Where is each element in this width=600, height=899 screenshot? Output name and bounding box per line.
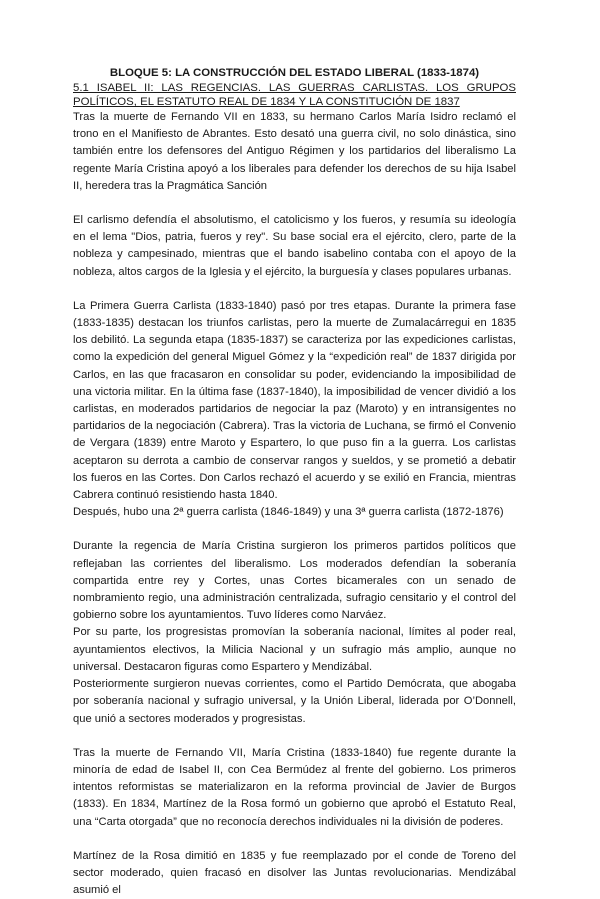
section-subtitle: 5.1 ISABEL II: LAS REGENCIAS. LAS GUERRAS CARLISTAS. LOS GRUPOS POLÍTICOS, EL ESTATUTO REAL DE 1834 Y LA CONSTITUCIÓN DE 1837 [73,82,516,108]
paragraph-new-parties: Posteriormente surgieron nuevas corrientes, como el Partido Demócrata, que abogaba por soberanía nacional y sufragio universal, y la Unión Liberal, liderada por O’Donnell, que unió a sectores moderados y progresistas. [73,678,516,725]
paragraph-spacer [73,831,516,848]
paragraph-first-carlist-war: La Primera Guerra Carlista (1833-1840) pasó por tres etapas. Durante la primera fase (1833-1835) destacan los triunfos carlistas, pero la muerte de Zumalacárregui en 1835 los debilitó. La segunda etapa (1835-1837) se caracteriza por las expediciones carlistas, como la expedición del general Miguel Gómez y la “expedición real” de 1837 dirigida por Carlos, en las que fracasaron en consolidar su poder, evidenciando la imposibilidad de una victoria militar. En la última fase (1837-1840), la imposibilidad de vencer dividió a los carlistas, en moderados partidarios de negociar la paz (Maroto) y en intransigentes no partidarios de la negociación (Cabrera). Tras la victoria de Luchana, se firmó el Convenio de Vergara (1839) entre Maroto y Espartero, lo que puso fin a la guerra. Los carlistas aceptaron su derrota a cambio de conservar rangos y sueldos, y se prometió a debatir los fueros en las Cortes. Don Carlos rechazó el acuerdo y se exilió en Francia, mientras Cabrera continuó resistiendo hasta 1840. [73,299,516,502]
paragraph-spacer [73,281,516,298]
paragraph-moderados: Durante la regencia de María Cristina surgieron los primeros partidos políticos que reflejaban las corrientes del liberalismo. Los moderados defendían la soberanía compartida entre rey y Cortes, unas Cortes bicamerales con un senado de nombramiento regio, una administración centralizada, sufragio censitario y el control del gobierno sobre los ayuntamientos. Tuvo líderes como Narváez. [73,540,516,622]
paragraph-progresistas: Por su parte, los progresistas promovían la soberanía nacional, límites al poder real, ayuntamientos electivos, la Milicia Nacional y un sufragio más amplio, aunque no universal. Destacaron figuras como Espartero y Mendizábal. [73,626,516,673]
paragraph-carlism: El carlismo defendía el absolutismo, el catolicismo y los fueros, y resumía su ideología en el lema "Dios, patria, fueros y rey". Su base social era el ejército, clero, parte de la nobleza y campesinado, mientras que el bando isabelino contaba con el apoyo de la nobleza, altos cargos de la Iglesia y el ejército, la burguesía y clases populares urbanas. [73,214,516,278]
paragraph-spacer [73,728,516,745]
paragraph-spacer [73,521,516,538]
paragraph-spacer [73,195,516,212]
paragraph-regency: Tras la muerte de Fernando VII, María Cristina (1833-1840) fue regente durante la minoría de edad de Isabel II, con Cea Bermúdez al frente del gobierno. Los primeros intentos reformistas se materializaron en la reforma provincial de Javier de Burgos (1833). En 1834, Martínez de la Rosa formó un gobierno que aprobó el Estatuto Real, una “Carta otorgada” que no reconocía derechos individuales ni la división de poderes. [73,746,516,828]
document-title: BLOQUE 5: LA CONSTRUCCIÓN DEL ESTADO LIBERAL (1833-1874) [109,67,480,79]
paragraph-succession: Tras la muerte de Fernando VII en 1833, su hermano Carlos María Isidro reclamó el trono en el Manifiesto de Abrantes. Esto desató una guerra civil, no solo dinástica, sino también entre los defensores del Antiguo Régimen y los partidarios del liberalismo La regente María Cristina apoyó a los liberales para defender los derechos de su hija Isabel II, heredera tras la Pragmática Sanción [73,111,516,192]
paragraph-later-carlist-wars: Después, hubo una 2ª guerra carlista (1846-1849) y una 3ª guerra carlista (1872-1876) [73,506,504,519]
paragraph-martinez-de-la-rosa: Martínez de la Rosa dimitió en 1835 y fue reemplazado por el conde de Toreno del sector moderado, quien fracasó en disolver las Juntas revolucionarias. Mendizábal asumió el [73,849,516,897]
